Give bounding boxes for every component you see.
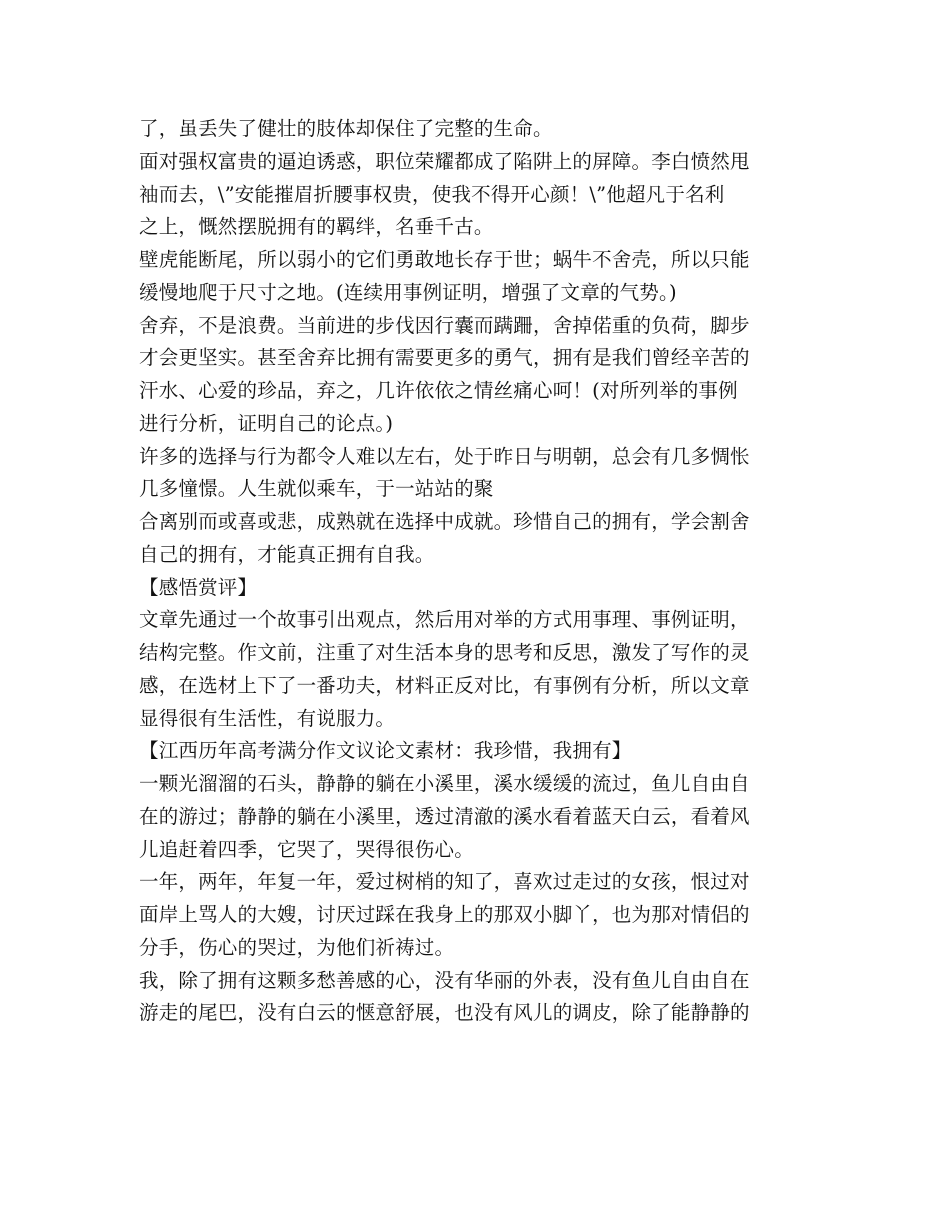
- text-line: 缓慢地爬于尺寸之地。(连续用事例证明，增强了文章的气势。): [139, 280, 677, 304]
- text-line: 进行分析，证明自己的论点。): [139, 411, 394, 435]
- text-line: 游走的尾巴，没有白云的惬意舒展，也没有风儿的调皮，除了能静静的: [139, 1001, 750, 1025]
- section-heading: 【江西历年高考满分作文议论文素材：我珍惜，我拥有】: [139, 739, 632, 763]
- text-line: 儿追赶着四季，它哭了，哭得很伤心。: [139, 837, 474, 861]
- text-line: 一颗光溜溜的石头，静静的躺在小溪里，溪水缓缓的流过，鱼儿自由自: [139, 772, 750, 795]
- text-line: 许多的选择与行为都令人难以左右，处于昨日与明朝，总会有几多惆怅: [139, 444, 750, 468]
- text-line: 袖而去，\”安能摧眉折腰事权贵，使我不得开心颜！\”他超凡于名利: [139, 182, 725, 206]
- text-line: 了，虽丢失了健壮的肢体却保住了完整的生命。: [139, 117, 553, 140]
- section-heading: 【感悟赏评】: [139, 575, 258, 599]
- text-line: 面对强权富贵的逼迫诱惑，职位荣耀都成了陷阱上的屏障。李白愤然甩: [139, 149, 750, 173]
- text-line: 显得很有生活性，有说服力。: [139, 706, 396, 730]
- text-line: 一年，两年，年复一年，爱过树梢的知了，喜欢过走过的女孩，恨过对: [139, 870, 750, 894]
- text-line: 壁虎能断尾，所以弱小的它们勇敢地长存于世；蜗牛不舍壳，所以只能: [139, 248, 750, 271]
- text-line: 自己的拥有，才能真正拥有自我。: [139, 542, 435, 566]
- text-line: 几多憧憬。人生就似乘车，于一站站的聚: [139, 477, 494, 501]
- text-line: 汗水、心爱的珍品，弃之，几许依依之情丝痛心呵！(对所列举的事例: [139, 379, 738, 402]
- text-line: 才会更坚实。甚至舍弃比拥有需要更多的勇气，拥有是我们曾经辛苦的: [139, 346, 750, 370]
- text-line: 感，在选材上下了一番功夫，材料正反对比，有事例有分析，所以文章: [139, 673, 750, 697]
- text-line: 舍弃，不是浪费。当前进的步伐因行囊而蹒跚，舍掉偌重的负荷，脚步: [139, 313, 750, 337]
- text-line: 之上，慨然摆脱拥有的羁绊，名垂千古。: [139, 215, 494, 239]
- text-line: 合离别而或喜或悲，成熟就在选择中成就。珍惜自己的拥有，学会割舍: [139, 510, 750, 533]
- text-line: 在的游过；静静的躺在小溪里，透过清澈的溪水看着蓝天白云，看着风: [139, 804, 750, 828]
- document-body: [139, 113, 819, 1030]
- text-line: 我，除了拥有这颗多愁善感的心，没有华丽的外表，没有鱼儿自由自在: [139, 968, 750, 992]
- text-line: 文章先通过一个故事引出观点，然后用对举的方式用事理、事例证明，: [139, 608, 750, 632]
- text-line: 结构完整。作文前，注重了对生活本身的思考和反思，激发了写作的灵: [139, 641, 750, 664]
- text-line: 分手，伤心的哭过，为他们祈祷过。: [139, 935, 455, 959]
- text-line: 面岸上骂人的大嫂，讨厌过踩在我身上的那双小脚丫，也为那对情侣的: [139, 903, 750, 926]
